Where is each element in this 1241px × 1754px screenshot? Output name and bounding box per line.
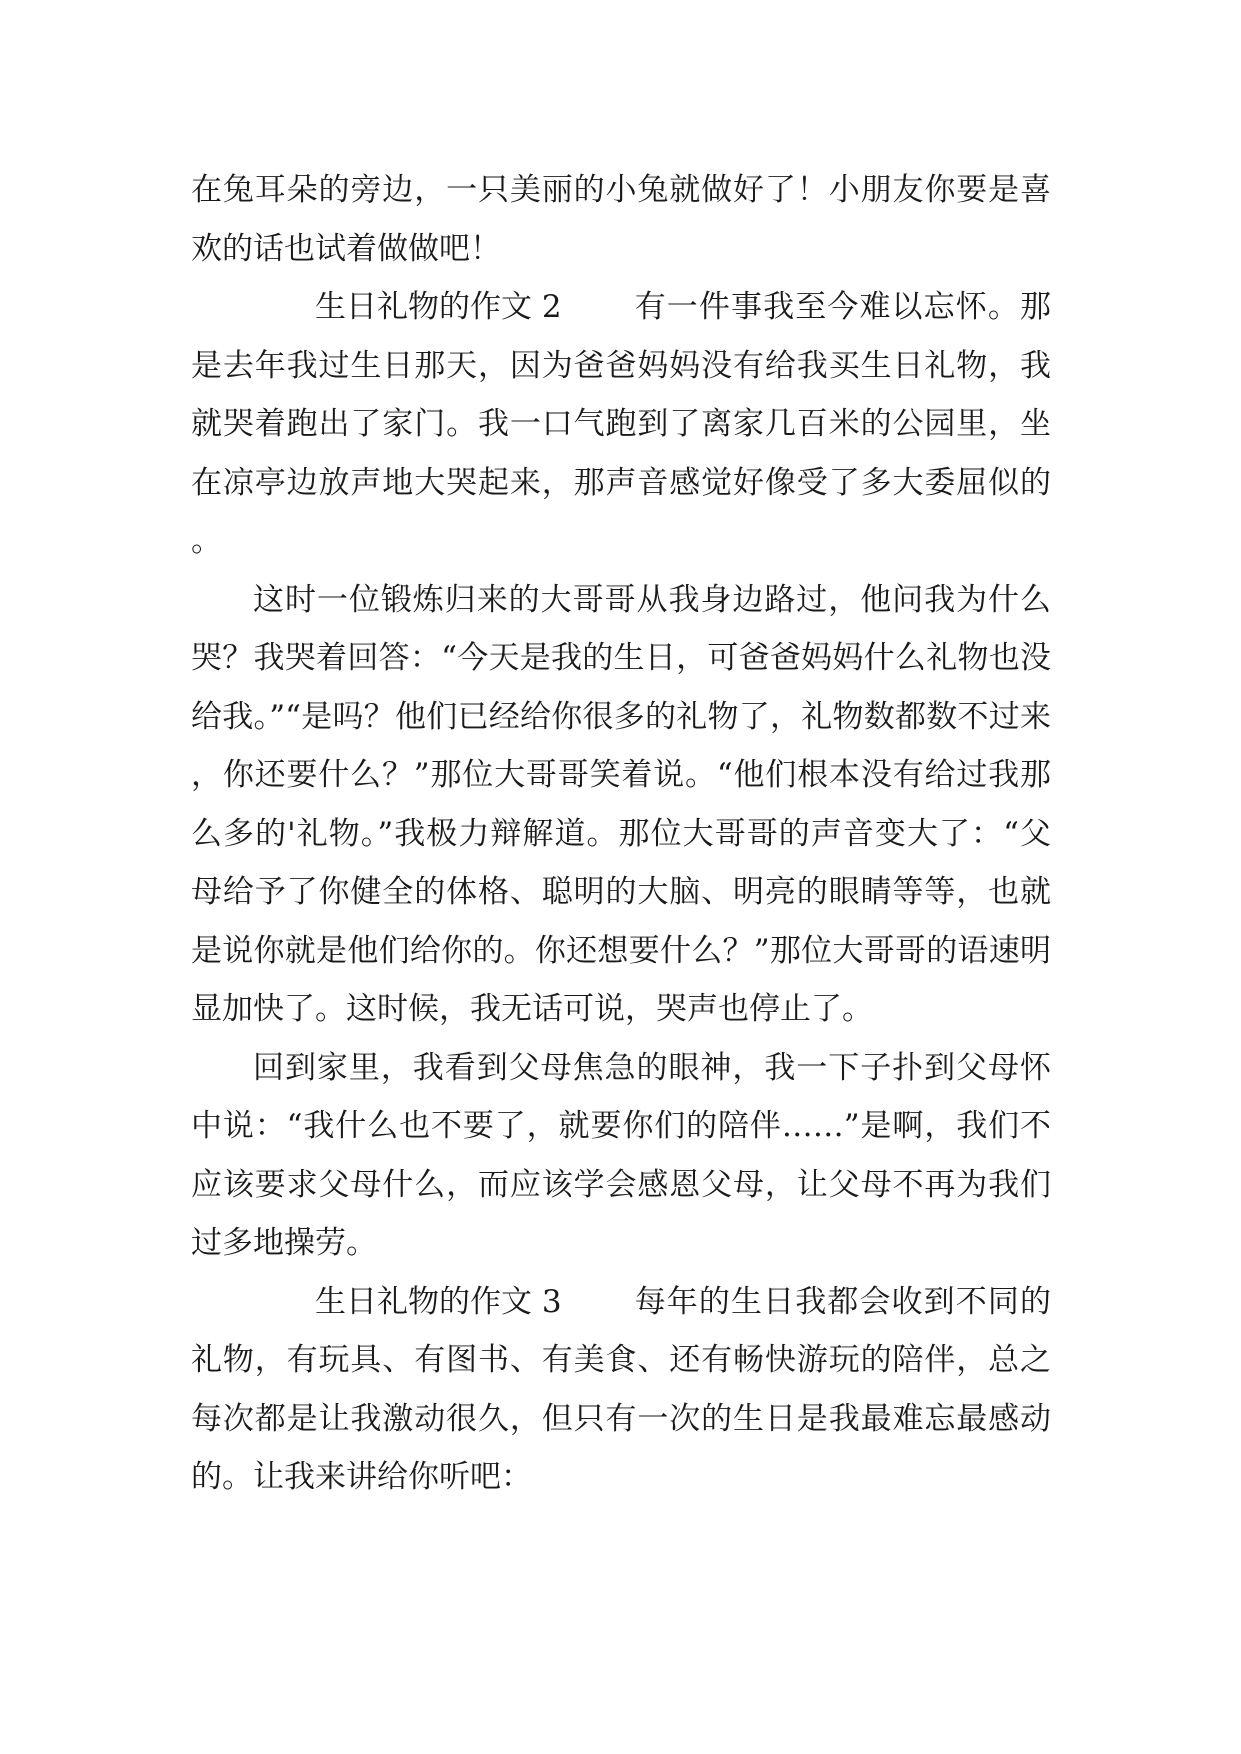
- paragraph-5: [191, 1273, 1051, 1507]
- paragraph-3: [191, 571, 1051, 1039]
- paragraph-1: [191, 161, 1051, 278]
- paragraph-3-text: 这时一位锻炼归来的大哥哥从我身边路过，他问我为什么哭？我哭着回答：“今天是我的生日，可爸爸妈妈什么礼物也没给我。”“是吗？他们已经给你很多的礼物了，礼物数都数不过来，你还要什么？”那位大哥哥笑着说。“他们根本没有给过我那么多的'礼物。”我极力辩解道。那位大哥哥的声音变大了：“父母给予了你健全的体格、聪明的大脑、明亮的眼睛等等，也就是说你就是他们给你的。你还想要什么？”那位大哥哥的语速明显加快了。这时候，我无话可说，哭声也停止了。: [191, 581, 1051, 1027]
- paragraph-4-text: 回到家里，我看到父母焦急的眼神，我一下子扑到父母怀中说：“我什么也不要了，就要你们的陪伴……”是啊，我们不应该要求父母什么，而应该学会感恩父母，让父母不再为我们过多地操劳。: [191, 1049, 1051, 1261]
- paragraph-4: [191, 1039, 1051, 1273]
- document-body: [191, 161, 1051, 1507]
- essay-heading-3: 生日礼物的作文 3: [315, 1283, 562, 1320]
- paragraph-5-text: 每年的生日我都会收到不同的礼物，有玩具、有图书、有美食、还有畅快游玩的陪伴，总之每次都是让我激动很久，但只有一次的生日是我最难忘最感动的。让我来讲给你听吧：: [191, 1283, 1051, 1495]
- paragraph-1-text: 在兔耳朵的旁边，一只美丽的小兔就做好了！小朋友你要是喜欢的话也试着做做吧！: [191, 172, 1051, 267]
- paragraph-2: [191, 278, 1051, 571]
- paragraph-2-text: 有一件事我至今难以忘怀。那是去年我过生日那天，因为爸爸妈妈没有给我买生日礼物，我就哭着跑出了家门。我一口气跑到了离家几百米的公园里，坐在凉亭边放声地大哭起来，那声音感觉好像受了多大委屈似的。: [191, 289, 1051, 559]
- essay-heading-2: 生日礼物的作文 2: [315, 289, 562, 325]
